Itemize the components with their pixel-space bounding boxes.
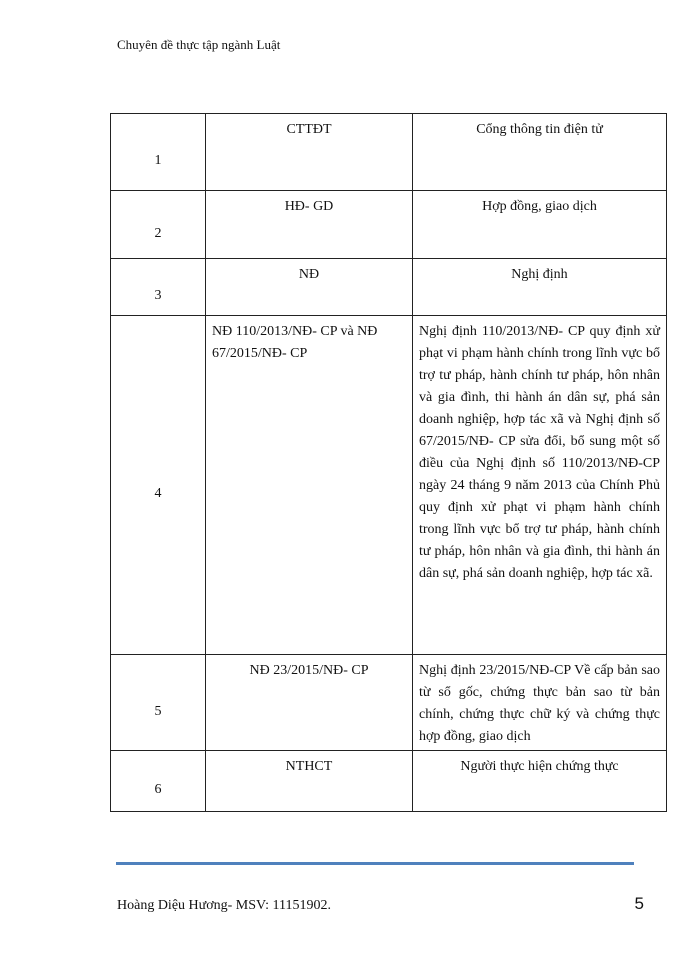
abbreviation-cell: NTHCT xyxy=(206,751,413,812)
footer-author: Hoàng Diệu Hương- MSV: 11151902. xyxy=(117,898,331,913)
row-number-text: 1 xyxy=(154,153,162,168)
table-row xyxy=(111,316,667,655)
row-number xyxy=(111,316,206,655)
meaning-cell: Cổng thông tin điện tử xyxy=(413,114,667,191)
row-number-text: 4 xyxy=(154,486,162,501)
meaning-cell: Nghị định 110/2013/NĐ- CP quy định xử phạt vi phạm hành chính trong lĩnh vực bổ trợ tư pháp, hành chính tư pháp, hôn nhân và gia đình, thi hành án dân sự, phá sản doanh nghiệp, hợp tác xã và Nghị định số 67/2015/NĐ- CP sửa đổi, bổ sung một số điều của Nghị định số 110/2013/NĐ-CP ngày 24 tháng 9 năm 2013 của Chính Phủ quy định xử phạt vi phạm hành chính trong lĩnh vực bổ trợ tư pháp, hành chính tư pháp, hôn nhân và gia đình, thi hành án dân sự, phá sản doanh nghiệp, hợp tác xã. xyxy=(413,316,667,655)
table-row xyxy=(111,751,667,812)
page-header-title: Chuyên đề thực tập ngành Luật xyxy=(117,37,281,52)
row-number xyxy=(111,191,206,259)
row-number xyxy=(111,114,206,191)
table-row xyxy=(111,114,667,191)
row-number xyxy=(111,259,206,316)
table-row xyxy=(111,191,667,259)
row-number xyxy=(111,655,206,751)
meaning-cell: Người thực hiện chứng thực xyxy=(413,751,667,812)
abbreviation-cell: HĐ- GD xyxy=(206,191,413,259)
abbreviation-cell: CTTĐT xyxy=(206,114,413,191)
row-number-text: 2 xyxy=(154,225,162,241)
row-number-text: 3 xyxy=(154,288,162,303)
page-number: 5 xyxy=(634,894,644,913)
abbreviation-cell: NĐ xyxy=(206,259,413,316)
table-row xyxy=(111,655,667,751)
table-row xyxy=(111,259,667,316)
abbreviation-cell: NĐ 110/2013/NĐ- CP và NĐ 67/2015/NĐ- CP xyxy=(206,316,413,655)
meaning-cell: Nghị định xyxy=(413,259,667,316)
footer-divider xyxy=(116,862,634,865)
row-number-text: 6 xyxy=(154,782,162,797)
meaning-cell: Nghị định 23/2015/NĐ-CP Về cấp bản sao từ sổ gốc, chứng thực bản sao từ bản chính, chứng thực chữ ký và chứng thực hợp đồng, giao dịch xyxy=(413,655,667,751)
row-number-text: 5 xyxy=(154,703,162,719)
row-number xyxy=(111,751,206,812)
abbreviation-table xyxy=(110,113,667,812)
meaning-cell: Hợp đồng, giao dịch xyxy=(413,191,667,259)
abbreviation-cell: NĐ 23/2015/NĐ- CP xyxy=(206,655,413,751)
